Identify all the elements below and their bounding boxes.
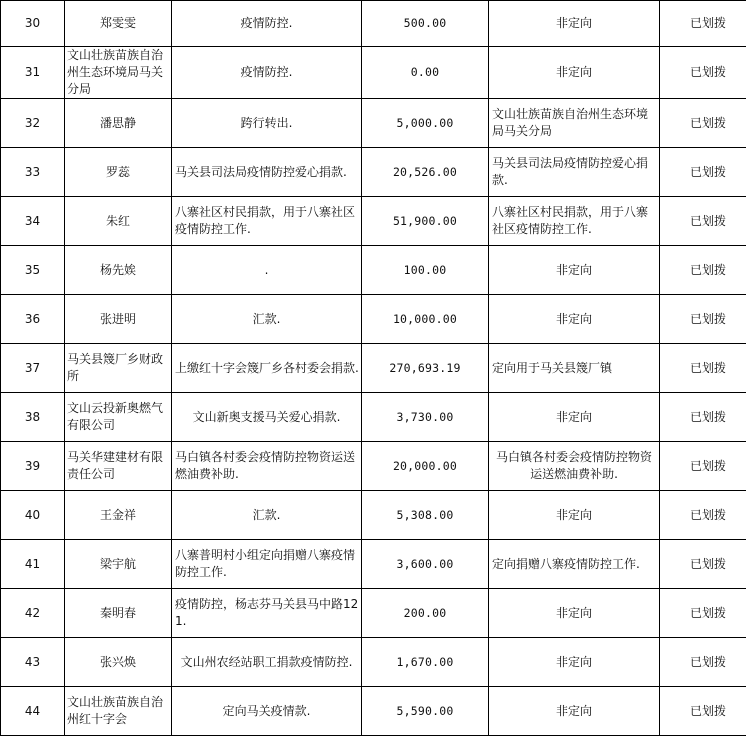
donation-amount: 270,693.19 bbox=[362, 344, 489, 393]
table-row bbox=[1, 589, 750, 638]
donation-direction: 非定向 bbox=[489, 47, 660, 99]
donation-amount: 200.00 bbox=[362, 589, 489, 638]
donation-direction: 非定向 bbox=[489, 246, 660, 295]
donation-direction: 马白镇各村委会疫情防控物资运送燃油费补助. bbox=[489, 442, 660, 491]
donation-purpose: 跨行转出. bbox=[172, 99, 362, 148]
donation-amount: 100.00 bbox=[362, 246, 489, 295]
allocation-status: 已划拨 bbox=[660, 491, 750, 540]
row-number: 37 bbox=[1, 344, 65, 393]
donor-name: 文山壮族苗族自治州红十字会 bbox=[65, 687, 172, 736]
row-number: 35 bbox=[1, 246, 65, 295]
donor-name: 罗蕊 bbox=[65, 148, 172, 197]
donation-purpose: 疫情防控. bbox=[172, 47, 362, 99]
allocation-status: 已划拨 bbox=[660, 344, 750, 393]
table-row bbox=[1, 99, 750, 148]
donation-purpose: 马白镇各村委会疫情防控物资运送燃油费补助. bbox=[172, 442, 362, 491]
allocation-status: 已划拨 bbox=[660, 295, 750, 344]
donor-name: 杨先娭 bbox=[65, 246, 172, 295]
table-row bbox=[1, 246, 750, 295]
donor-name: 郑雯雯 bbox=[65, 1, 172, 47]
table-row bbox=[1, 638, 750, 687]
row-number: 43 bbox=[1, 638, 65, 687]
donation-amount: 51,900.00 bbox=[362, 197, 489, 246]
row-number: 34 bbox=[1, 197, 65, 246]
donation-amount: 20,000.00 bbox=[362, 442, 489, 491]
allocation-status: 已划拨 bbox=[660, 99, 750, 148]
donation-amount: 20,526.00 bbox=[362, 148, 489, 197]
donor-name: 马关县篾厂乡财政所 bbox=[65, 344, 172, 393]
donation-amount: 500.00 bbox=[362, 1, 489, 47]
row-number: 33 bbox=[1, 148, 65, 197]
donation-direction: 马关县司法局疫情防控爱心捐款. bbox=[489, 148, 660, 197]
donation-direction: 非定向 bbox=[489, 638, 660, 687]
donation-direction: 文山壮族苗族自治州生态环境局马关分局 bbox=[489, 99, 660, 148]
donor-name: 梁宇航 bbox=[65, 540, 172, 589]
donation-purpose: 上缴红十字会篾厂乡各村委会捐款. bbox=[172, 344, 362, 393]
allocation-status: 已划拨 bbox=[660, 687, 750, 736]
donation-direction: 非定向 bbox=[489, 295, 660, 344]
donation-purpose: . bbox=[172, 246, 362, 295]
donation-amount: 3,600.00 bbox=[362, 540, 489, 589]
donation-purpose: 汇款. bbox=[172, 295, 362, 344]
donation-purpose: 疫情防控，杨志芬马关县马中路121. bbox=[172, 589, 362, 638]
donation-purpose: 文山新奥支援马关爱心捐款. bbox=[172, 393, 362, 442]
row-number: 38 bbox=[1, 393, 65, 442]
allocation-status: 已划拨 bbox=[660, 540, 750, 589]
donation-direction: 非定向 bbox=[489, 393, 660, 442]
donation-purpose: 汇款. bbox=[172, 491, 362, 540]
page-right-edge bbox=[746, 0, 750, 740]
donor-name: 朱红 bbox=[65, 197, 172, 246]
donation-amount: 5,000.00 bbox=[362, 99, 489, 148]
donation-direction: 非定向 bbox=[489, 1, 660, 47]
donation-amount: 10,000.00 bbox=[362, 295, 489, 344]
row-number: 36 bbox=[1, 295, 65, 344]
table-row bbox=[1, 687, 750, 736]
donor-name: 张兴焕 bbox=[65, 638, 172, 687]
donation-amount: 5,590.00 bbox=[362, 687, 489, 736]
donation-direction: 定向捐赠八寨疫情防控工作. bbox=[489, 540, 660, 589]
donation-amount: 0.00 bbox=[362, 47, 489, 99]
donation-direction: 非定向 bbox=[489, 491, 660, 540]
allocation-status: 已划拨 bbox=[660, 393, 750, 442]
row-number: 31 bbox=[1, 47, 65, 99]
table-row bbox=[1, 540, 750, 589]
donor-name: 秦明春 bbox=[65, 589, 172, 638]
donation-purpose: 八寨普明村小组定向捐赠八寨疫情防控工作. bbox=[172, 540, 362, 589]
allocation-status: 已划拨 bbox=[660, 1, 750, 47]
table-row bbox=[1, 1, 750, 47]
row-number: 32 bbox=[1, 99, 65, 148]
allocation-status: 已划拨 bbox=[660, 638, 750, 687]
allocation-status: 已划拨 bbox=[660, 47, 750, 99]
row-number: 30 bbox=[1, 1, 65, 47]
allocation-status: 已划拨 bbox=[660, 589, 750, 638]
row-number: 41 bbox=[1, 540, 65, 589]
row-number: 42 bbox=[1, 589, 65, 638]
allocation-status: 已划拨 bbox=[660, 442, 750, 491]
allocation-status: 已划拨 bbox=[660, 148, 750, 197]
donor-name: 马关华建建材有限责任公司 bbox=[65, 442, 172, 491]
table-row bbox=[1, 197, 750, 246]
table-row bbox=[1, 442, 750, 491]
donor-name: 文山云投新奥燃气有限公司 bbox=[65, 393, 172, 442]
donor-name: 潘思静 bbox=[65, 99, 172, 148]
donation-amount: 5,308.00 bbox=[362, 491, 489, 540]
donation-direction: 八寨社区村民捐款，用于八寨社区疫情防控工作. bbox=[489, 197, 660, 246]
donation-purpose: 马关县司法局疫情防控爱心捐款. bbox=[172, 148, 362, 197]
row-number: 44 bbox=[1, 687, 65, 736]
row-number: 39 bbox=[1, 442, 65, 491]
donor-name: 王金祥 bbox=[65, 491, 172, 540]
row-number: 40 bbox=[1, 491, 65, 540]
donation-direction: 定向用于马关县篾厂镇 bbox=[489, 344, 660, 393]
table-row bbox=[1, 148, 750, 197]
donation-purpose: 定向马关疫情款. bbox=[172, 687, 362, 736]
donation-direction: 非定向 bbox=[489, 687, 660, 736]
table-row bbox=[1, 295, 750, 344]
table-row bbox=[1, 491, 750, 540]
allocation-status: 已划拨 bbox=[660, 246, 750, 295]
table-row bbox=[1, 47, 750, 99]
donor-name: 张进明 bbox=[65, 295, 172, 344]
donor-name: 文山壮族苗族自治州生态环境局马关分局 bbox=[65, 47, 172, 99]
donation-purpose: 文山州农经站职工捐款疫情防控. bbox=[172, 638, 362, 687]
donation-amount: 3,730.00 bbox=[362, 393, 489, 442]
donation-purpose: 八寨社区村民捐款，用于八寨社区疫情防控工作. bbox=[172, 197, 362, 246]
table-row bbox=[1, 393, 750, 442]
donation-purpose: 疫情防控. bbox=[172, 1, 362, 47]
table-row bbox=[1, 344, 750, 393]
allocation-status: 已划拨 bbox=[660, 197, 750, 246]
donation-amount: 1,670.00 bbox=[362, 638, 489, 687]
donation-direction: 非定向 bbox=[489, 589, 660, 638]
